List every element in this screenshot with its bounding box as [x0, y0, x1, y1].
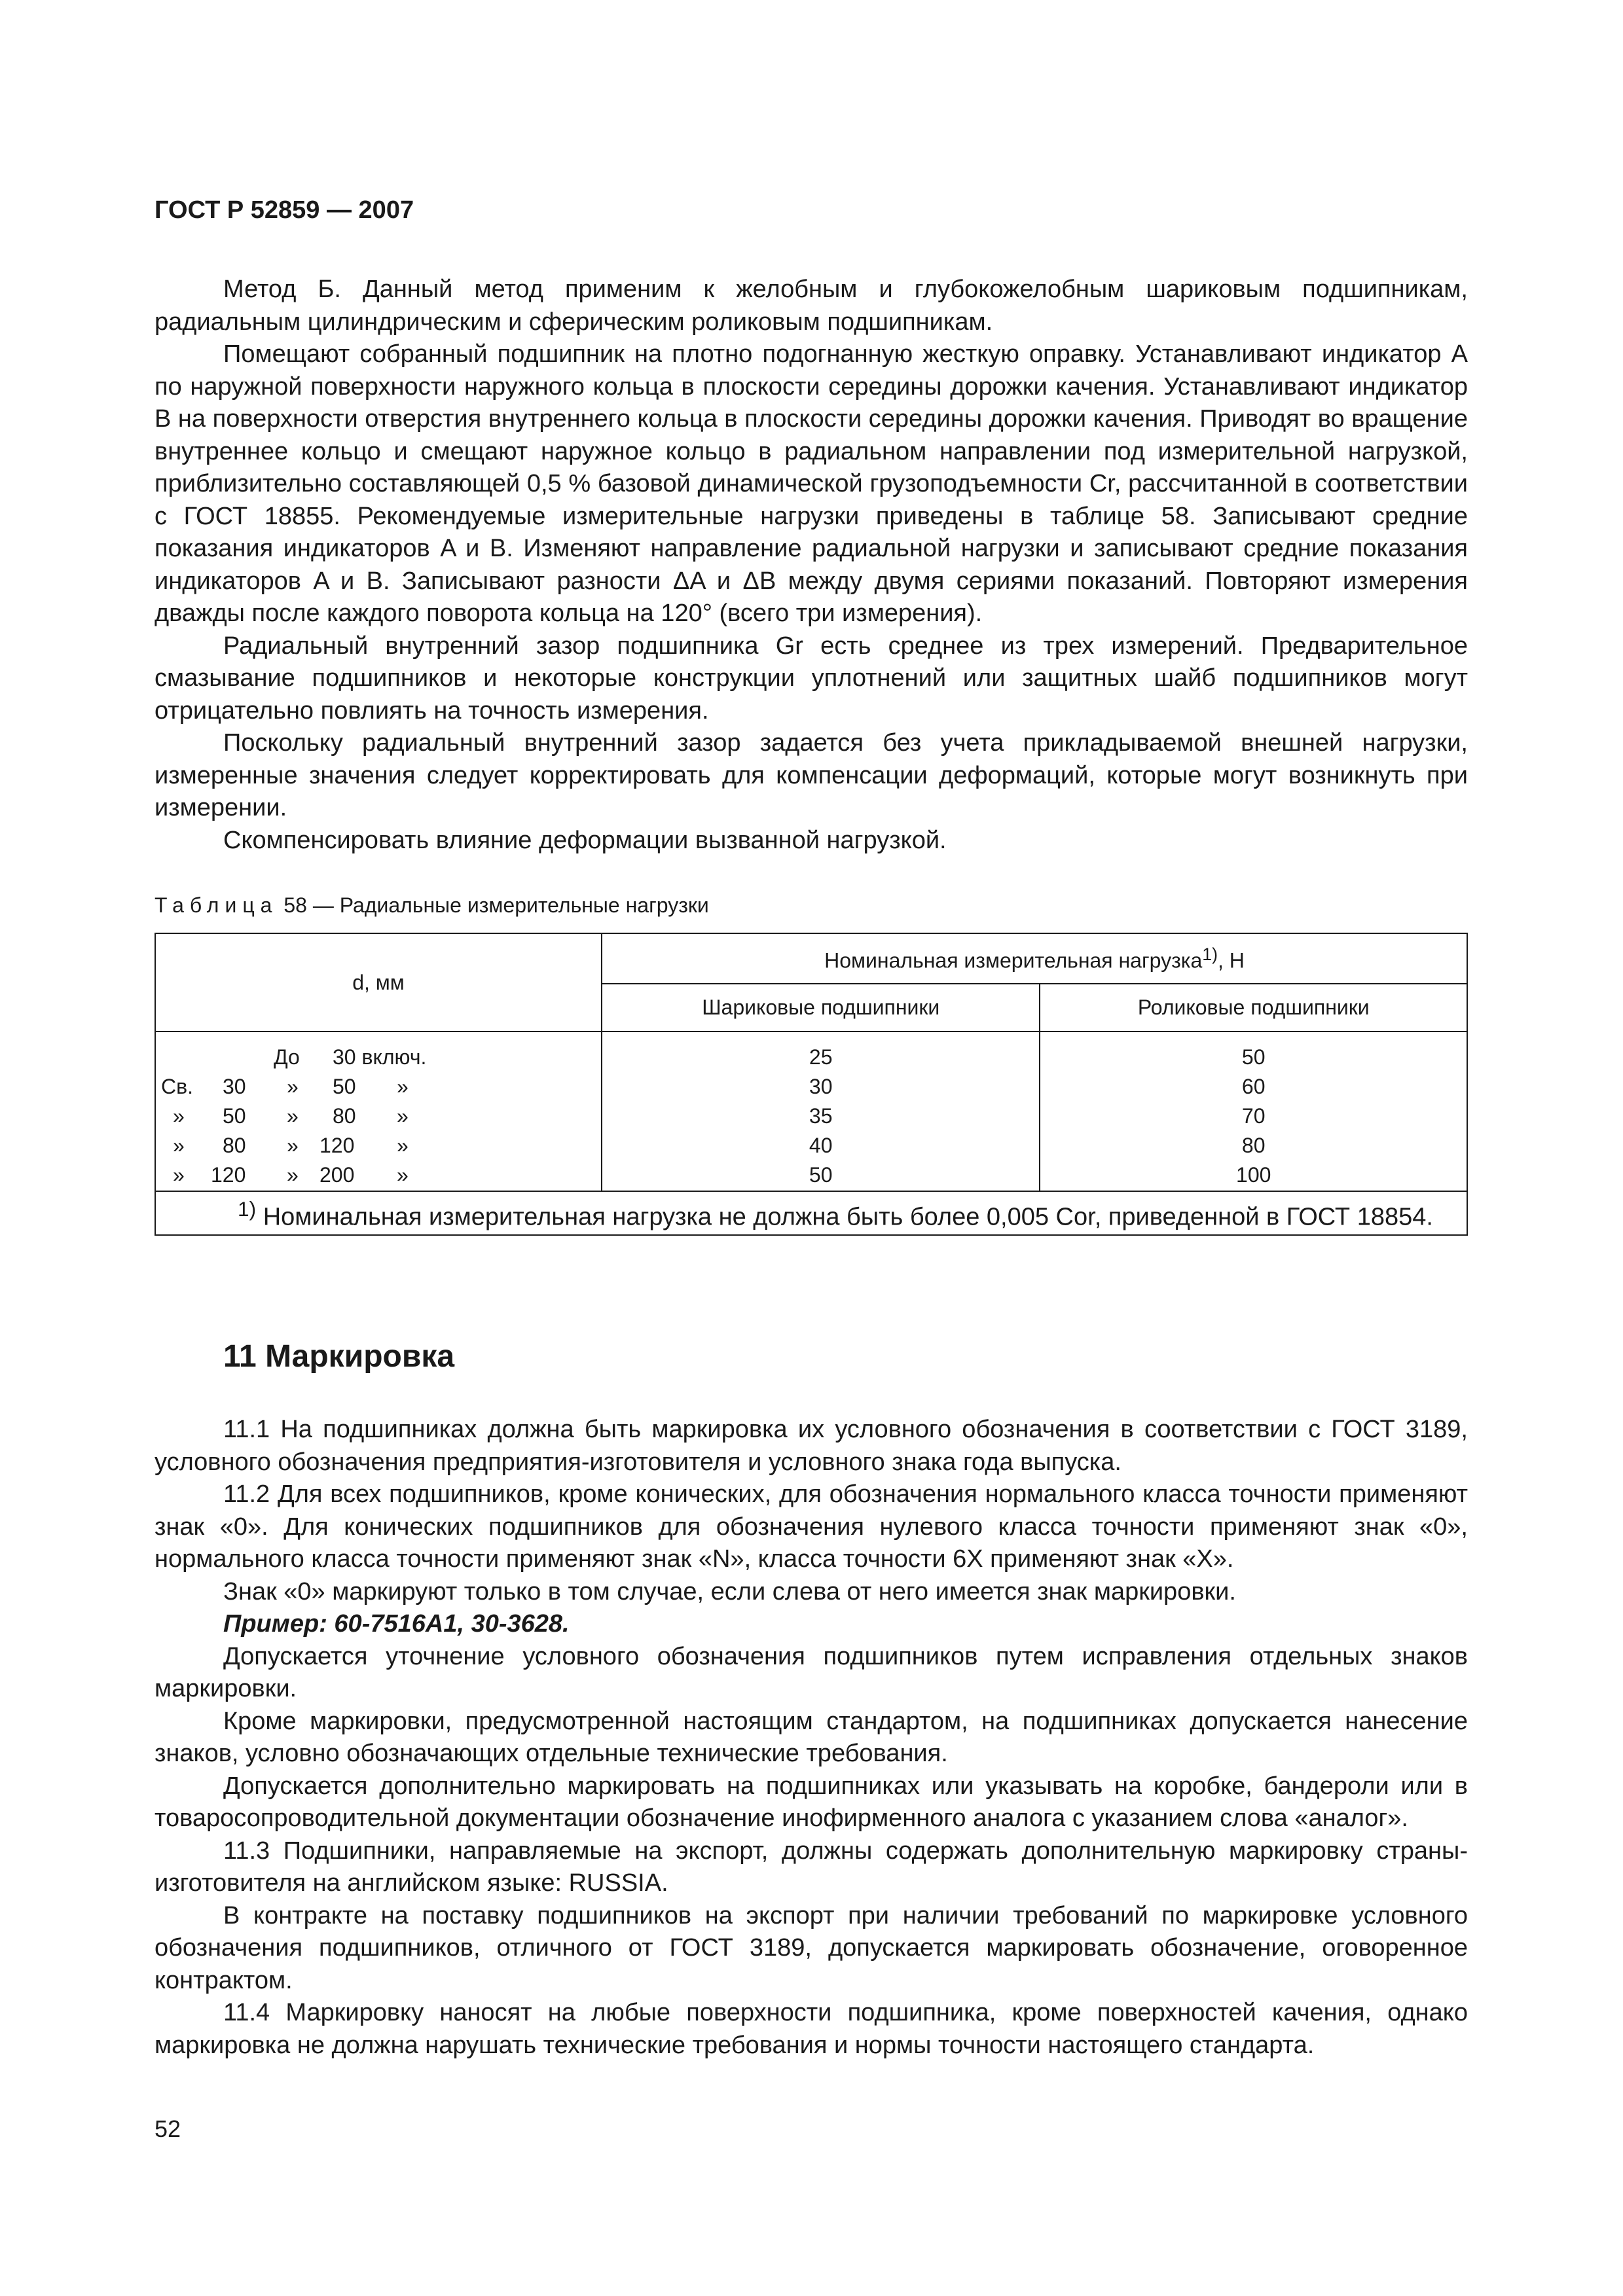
- cell-roller-5: 100: [1236, 1163, 1271, 1187]
- cell-roller-2: 60: [1241, 1075, 1266, 1098]
- column-d-values: [155, 1031, 602, 1191]
- cell-roller-3: 70: [1241, 1104, 1266, 1128]
- cell-ball-4: 40: [809, 1134, 833, 1157]
- paragraph-11-3: 11.3 Подшипники, направляемые на экспорт, должны содержать дополнительную маркировку страны-изготовителя на английском языке: RUSSIA.: [155, 1837, 1468, 1897]
- paragraph-example: Пример: 60-7516А1, 30-3628.: [223, 1610, 570, 1638]
- paragraph-extra-signs: Кроме маркировки, предусмотренной настоящим стандартом, на подшипниках допускается нанесение знаков, условно обозначающих отдельные технические требования.: [155, 1707, 1468, 1767]
- cell-roller-1: 50: [1241, 1045, 1266, 1069]
- radial-loads-table: [155, 933, 1468, 1236]
- paragraph-contract: В контракте на поставку подшипников на экспорт при наличии требований по маркировке условного обозначения подшипников, отличного от ГОСТ 3189, допускается маркировать обозначение, оговоренное контрактом.: [155, 1901, 1468, 1994]
- paragraph-compensate: Скомпенсировать влияние деформации вызванной нагрузкой.: [223, 826, 947, 854]
- paragraph-11-4: 11.4 Маркировку наносят на любые поверхности подшипника, кроме поверхностей качения, однако маркировка не должна нарушать технические требования и нормы точности настоящего стандарта.: [155, 1999, 1468, 2059]
- table-footnote: [155, 1191, 1467, 1235]
- paragraph-analog: Допускается дополнительно маркировать на подшипниках или указывать на коробке, бандероли или в товаросопроводительной документации обозначение инофирменного аналога с указанием слова «аналог».: [155, 1772, 1468, 1832]
- paragraph-method-b: Метод Б. Данный метод применим к желобным и глубокожелобным шариковым подшипникам, радиальным цилиндрическим и сферическим роликовым подшипникам.: [155, 276, 1468, 336]
- page-number: 52: [155, 2115, 181, 2142]
- cell-ball-1: 25: [809, 1045, 833, 1069]
- table-row: » 80 » 120 »: [173, 1134, 409, 1157]
- table-row: До 30 включ.: [274, 1045, 427, 1069]
- cell-ball-2: 30: [809, 1075, 833, 1098]
- header-ball-bearings: Шариковые подшипники: [602, 984, 1040, 1031]
- cell-roller-4: 80: [1241, 1134, 1266, 1157]
- cell-ball-5: 50: [809, 1163, 833, 1187]
- header-nominal-load-text: Номинальная измерительная нагрузка: [824, 948, 1203, 973]
- paragraph-procedure: Помещают собранный подшипник на плотно подогнанную жесткую оправку. Устанавливают индикатор A по наружной поверхности наружного кольца в плоскости середины дорожки качения. Устанавливают индикатор B на поверхности отверстия внутреннего кольца в плоскости середины дорожки качения. Приводят во вращение внутреннее кольцо и смещают наружное кольцо в радиальном направлении под измерительной нагрузкой, приблизительно составляющей 0,5 % базовой динамической грузоподъемности Cr, рассчитанной в соответствии с ГОСТ 18855. Рекомендуемые измерительные нагрузки приведены в таблице 58. Записывают средние показания индикаторов A и B. Изменяют направление радиальной нагрузки и записывают средние показания индикаторов A и B. Записывают разности ΔA и ΔB между двумя сериями показаний. Повторяют измерения дважды после каждого поворота кольца на 120° (всего три измерения).: [155, 340, 1468, 627]
- table-caption-word: Таблица: [155, 893, 278, 917]
- column-ball-values: [602, 1031, 1040, 1191]
- table-caption: [155, 893, 709, 918]
- cell-ball-3: 35: [809, 1104, 833, 1128]
- paragraph-11-2: 11.2 Для всех подшипников, кроме конических, для обозначения нормального класса точности применяют знак «0». Для конических подшипников для обозначения нулевого класса точности применяют знак «0», нормального класса точности применяют знак «N», класса точности 6Х применяют знак «Х».: [155, 1480, 1468, 1573]
- footnote-text: Номинальная измерительная нагрузка не должна быть более 0,005 Cor, приведенной в ГОСТ 18854.: [263, 1203, 1433, 1231]
- header-nominal-load: [602, 933, 1467, 984]
- column-roller-values: [1040, 1031, 1467, 1191]
- header-footnote-mark: 1): [1202, 944, 1218, 964]
- table-caption-title: 58 — Радиальные измерительные нагрузки: [283, 893, 709, 917]
- paragraph-correction: Поскольку радиальный внутренний зазор задается без учета прикладываемой внешней нагрузки, измеренные значения следует корректировать для компенсации деформаций, которые могут возникнуть при измерении.: [155, 729, 1468, 821]
- section-text: [155, 1414, 1468, 2062]
- header-roller-bearings: Роликовые подшипники: [1040, 984, 1467, 1031]
- header-d-mm: d, мм: [155, 933, 602, 1031]
- table-row: » 50 » 80 »: [173, 1104, 409, 1128]
- paragraph-sign-zero: Знак «0» маркируют только в том случае, если слева от него имеется знак маркировки.: [223, 1577, 1236, 1605]
- intro-text: [155, 274, 1468, 857]
- footnote-mark: 1): [238, 1197, 257, 1221]
- table-row: Св. 30 » 50 »: [161, 1075, 409, 1098]
- paragraph-clearance: Радиальный внутренний зазор подшипника Gr есть среднее из трех измерений. Предварительное смазывание подшипников и некоторые конструкции уплотнений или защитных шайб подшипников могут отрицательно повлиять на точность измерения.: [155, 632, 1468, 725]
- document-header: ГОСТ Р 52859 — 2007: [155, 196, 414, 224]
- paragraph-11-1: 11.1 На подшипниках должна быть маркировка их условного обозначения в соответствии с ГОСТ 3189, условного обозначения предприятия-изготовителя и условного знака года выпуска.: [155, 1416, 1468, 1476]
- header-nominal-load-unit: , Н: [1217, 948, 1245, 973]
- paragraph-refinement: Допускается уточнение условного обозначения подшипников путем исправления отдельных знаков маркировки.: [155, 1642, 1468, 1702]
- table-row: » 120 » 200 »: [173, 1163, 409, 1187]
- section-title: 11 Маркировка: [223, 1339, 455, 1374]
